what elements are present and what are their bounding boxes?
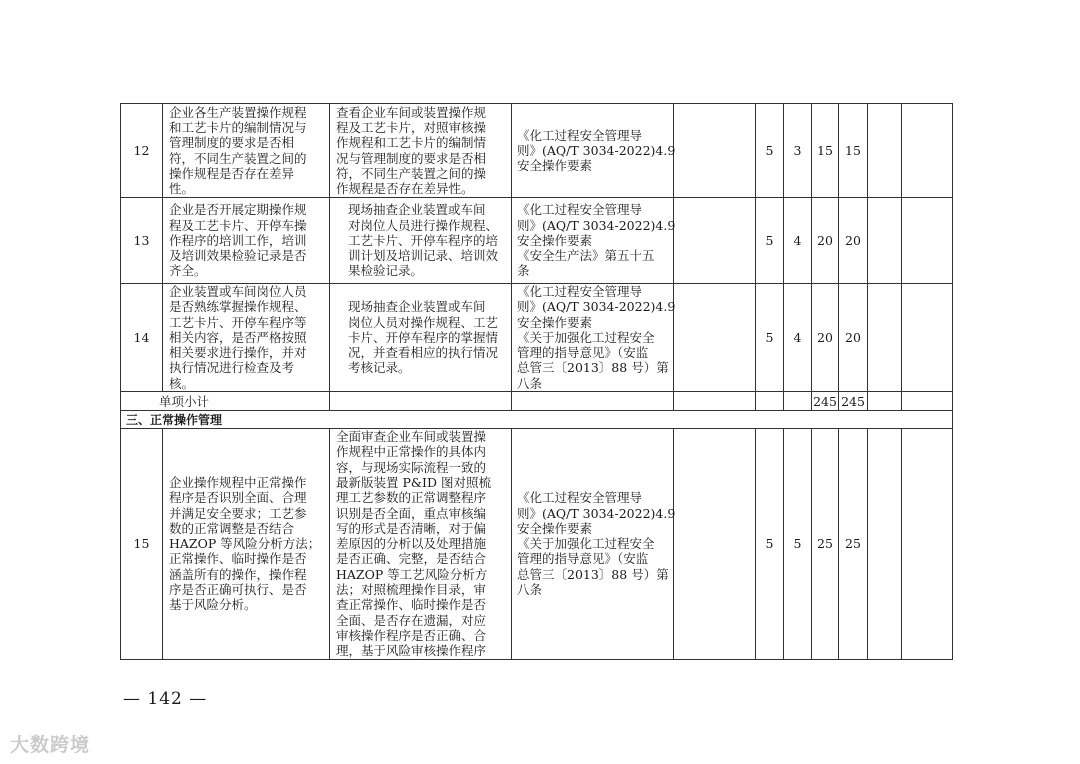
- text-line: 《关于加强化工过程安全: [517, 329, 655, 345]
- row-number: 15: [121, 429, 163, 659]
- text-line: 现场抽查企业装置或车间: [348, 202, 486, 218]
- blank-cell: [674, 284, 756, 392]
- text-line: 果检验记录。: [348, 263, 424, 279]
- text-line: 理，基于风险审核操作程序: [336, 643, 487, 659]
- text-line: 企业各生产装置操作规程: [169, 104, 307, 120]
- score-col-1: 5: [756, 429, 784, 659]
- score-col-2: 4: [784, 198, 812, 284]
- basis-reference: [512, 198, 674, 284]
- text-line: 总管三〔2013〕88 号）第: [517, 360, 669, 376]
- table-row: [121, 104, 953, 198]
- text-line: 理工艺参数的正常调整程序: [336, 490, 487, 506]
- table-row: [121, 198, 953, 284]
- text-line: 安全操作要素: [517, 314, 593, 330]
- text-line: 核。: [169, 375, 195, 391]
- score-col-2: 3: [784, 104, 812, 198]
- blank-cell: [512, 392, 674, 411]
- blank-cell: [330, 392, 512, 411]
- blank-cell: [674, 429, 756, 659]
- text-line: 法；对照梳理操作目录，审: [336, 582, 487, 598]
- text-line: 全面审查企业车间或装置操: [336, 429, 487, 445]
- blank-cell: [868, 284, 902, 392]
- text-line: 《化工过程安全管理导: [517, 490, 643, 506]
- score-col-3: 20: [812, 198, 839, 284]
- score-col-4: 20: [839, 284, 868, 392]
- section-header-row: [121, 411, 953, 429]
- text-line: 管理的指导意见》（安监: [517, 345, 649, 361]
- text-line: 作规程和工艺卡片的编制情: [336, 135, 487, 151]
- text-line: 程序是否识别全面、合理: [169, 490, 307, 506]
- text-line: 管理的指导意见》（安监: [517, 551, 649, 567]
- table-row: [121, 429, 953, 659]
- text-line: 安全操作要素: [517, 158, 593, 174]
- text-line: 则》(AQ/T 3034-2022)4.9: [517, 142, 676, 158]
- check-item: [163, 429, 330, 659]
- text-line: 《化工过程安全管理导: [517, 284, 643, 299]
- blank-cell: [902, 429, 953, 659]
- text-line: 工艺卡片、开停车程序的培: [348, 232, 499, 248]
- text-line: 符，不同生产装置之间的: [169, 150, 307, 166]
- text-line: 作规程是否存在差异性。: [336, 181, 474, 197]
- blank-cell: [902, 198, 953, 284]
- score-col-4: 15: [839, 104, 868, 198]
- text-line: 基于风险分析。: [169, 597, 257, 613]
- score-col-1: 5: [756, 284, 784, 392]
- text-line: 是否正确、完整，是否结合: [336, 551, 487, 567]
- text-line: 最新版装置 P&ID 图对照梳: [336, 474, 491, 490]
- text-line: 符，不同生产装置之间的操: [336, 165, 487, 181]
- text-line: 作规程中正常操作的具体内: [336, 444, 487, 460]
- blank-cell: [674, 104, 756, 198]
- text-line: 执行情况进行检查及考: [169, 360, 295, 376]
- text-line: 训计划及培训记录、培训效: [348, 248, 499, 264]
- check-method: [330, 429, 512, 659]
- text-line: 审核操作程序是否正确、合: [336, 627, 487, 643]
- text-line: 全面、是否存在遗漏，对应: [336, 612, 487, 628]
- blank-cell: [902, 392, 953, 411]
- text-line: 八条: [517, 375, 543, 391]
- text-line: 安全操作要素: [517, 520, 593, 536]
- text-line: 相关内容，是否严格按照: [169, 329, 307, 345]
- page-number: — 142 —: [123, 689, 208, 709]
- check-item: [163, 198, 330, 284]
- watermark-logo: 大数跨境: [10, 734, 91, 756]
- text-line: 企业操作规程中正常操作: [169, 474, 307, 490]
- text-line: 序是否正确可执行、是否: [169, 582, 307, 598]
- row-number: 13: [121, 198, 163, 284]
- text-line: 安全操作要素: [517, 232, 593, 248]
- score-col-2: 5: [784, 429, 812, 659]
- score-col-3: 15: [812, 104, 839, 198]
- check-item: [163, 104, 330, 198]
- score-col-4: 20: [839, 198, 868, 284]
- check-item: [163, 284, 330, 392]
- subtotal-score-4: 245: [839, 392, 868, 411]
- text-line: 则》(AQ/T 3034-2022)4.9: [517, 299, 676, 315]
- subtotal-row: [121, 392, 953, 411]
- text-line: 齐全。: [169, 263, 207, 279]
- text-line: 条: [517, 263, 530, 279]
- check-method: [330, 104, 512, 198]
- blank-cell: [868, 104, 902, 198]
- subtotal-label: 单项小计: [121, 392, 330, 411]
- blank-cell: [756, 392, 784, 411]
- text-line: 则》(AQ/T 3034-2022)4.9: [517, 217, 676, 233]
- text-line: 总管三〔2013〕88 号）第: [517, 566, 669, 582]
- basis-reference: [512, 284, 674, 392]
- text-line: 性。: [169, 181, 195, 197]
- basis-reference: [512, 104, 674, 198]
- text-line: 《化工过程安全管理导: [517, 202, 643, 218]
- text-line: 差原因的分析以及处理措施: [336, 536, 487, 552]
- text-line: HAZOP 等工艺风险分析方: [336, 566, 488, 582]
- section-title: 三、正常操作管理: [121, 411, 953, 429]
- text-line: 企业装置或车间岗位人员: [169, 284, 307, 299]
- text-line: 容，与现场实际流程一致的: [336, 459, 487, 475]
- blank-cell: [674, 198, 756, 284]
- text-line: 程及工艺卡片、开停车操: [169, 217, 307, 233]
- text-line: 况，并查看相应的执行情况: [348, 345, 499, 361]
- text-line: 并满足安全要求；工艺参: [169, 505, 307, 521]
- text-line: 涵盖所有的操作，操作程: [169, 566, 307, 582]
- text-line: 《化工过程安全管理导: [517, 127, 643, 143]
- text-line: 工艺卡片、开停车程序等: [169, 314, 307, 330]
- text-line: 数的正常调整是否结合: [169, 520, 295, 536]
- text-line: 识别是否全面，重点审核编: [336, 505, 487, 521]
- blank-cell: [868, 392, 902, 411]
- score-col-4: 25: [839, 429, 868, 659]
- text-line: 写的形式是否清晰，对于偏: [336, 520, 487, 536]
- score-col-1: 5: [756, 198, 784, 284]
- text-line: 卡片、开停车程序的掌握情: [348, 329, 499, 345]
- table-row: [121, 284, 953, 392]
- blank-cell: [902, 104, 953, 198]
- text-line: 八条: [517, 582, 543, 598]
- text-line: 相关要求进行操作，并对: [169, 345, 307, 361]
- blank-cell: [868, 429, 902, 659]
- score-col-1: 5: [756, 104, 784, 198]
- basis-reference: [512, 429, 674, 659]
- text-line: 是否熟练掌握操作规程、: [169, 299, 307, 315]
- assessment-table: [120, 103, 953, 660]
- row-number: 12: [121, 104, 163, 198]
- text-line: 作程序的培训工作，培训: [169, 232, 307, 248]
- text-line: 及培训效果检验记录是否: [169, 248, 307, 264]
- text-line: 考核记录。: [348, 360, 411, 376]
- text-line: 则》(AQ/T 3034-2022)4.9: [517, 505, 676, 521]
- text-line: 操作规程是否存在差异: [169, 165, 295, 181]
- blank-cell: [784, 392, 812, 411]
- blank-cell: [674, 392, 756, 411]
- text-line: 正常操作、临时操作是否: [169, 551, 307, 567]
- subtotal-score-3: 245: [813, 393, 837, 409]
- score-col-3: 25: [812, 429, 839, 659]
- score-col-3: 20: [812, 284, 839, 392]
- text-line: 查正常操作、临时操作是否: [336, 597, 487, 613]
- check-method: [330, 284, 512, 392]
- text-line: 查看企业车间或装置操作规: [336, 104, 487, 120]
- text-line: 现场抽查企业装置或车间: [348, 299, 486, 315]
- check-method: [330, 198, 512, 284]
- text-line: 《关于加强化工过程安全: [517, 536, 655, 552]
- text-line: 《安全生产法》第五十五: [517, 248, 655, 264]
- text-line: 和工艺卡片的编制情况与: [169, 119, 307, 135]
- text-line: 对岗位人员进行操作规程、: [348, 217, 499, 233]
- text-line: HAZOP 等风险分析方法；: [169, 536, 321, 552]
- row-number: 14: [121, 284, 163, 392]
- text-line: 岗位人员对操作规程、工艺: [348, 314, 499, 330]
- text-line: 管理制度的要求是否相: [169, 135, 295, 151]
- text-line: 程及工艺卡片，对照审核操: [336, 119, 487, 135]
- text-line: 况与管理制度的要求是否相: [336, 150, 487, 166]
- text-line: 企业是否开展定期操作规: [169, 202, 307, 218]
- score-col-2: 4: [784, 284, 812, 392]
- blank-cell: [868, 198, 902, 284]
- blank-cell: [902, 284, 953, 392]
